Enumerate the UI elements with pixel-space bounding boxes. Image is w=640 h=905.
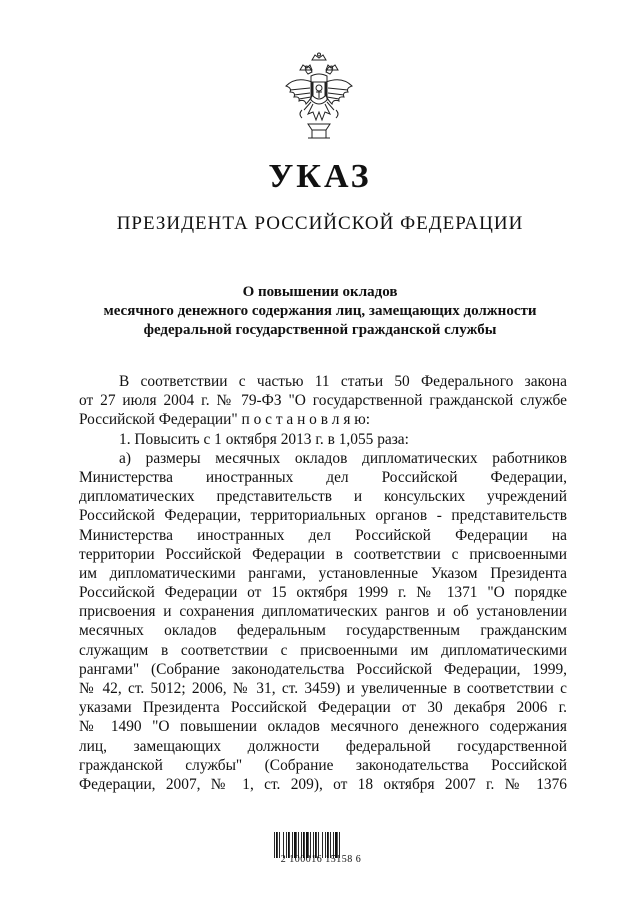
body-line: им дипломатическими рангами, установленные Указом Президента (79, 564, 567, 582)
body-line: месячных окладов федеральным государственным гражданским (79, 622, 567, 640)
coat-of-arms-icon (282, 52, 356, 142)
body-line: В соответствии с частью 11 статьи 50 Федерального закона (119, 373, 567, 390)
decree-body (79, 372, 567, 794)
body-line: Российской Федерации" п о с т а н о в л я ю: (79, 411, 371, 429)
body-line: а) размеры месячных окладов дипломатических работников (119, 449, 567, 467)
body-line: Министерства иностранных дел Российской Федерации, (79, 468, 567, 486)
heading-line: федеральной государственной гражданской службы (143, 322, 497, 338)
body-line: от 27 июля 2004 г. № 79-ФЗ "О государственной гражданской службе (79, 392, 567, 410)
barcode-number: 2 100016 15158 6 (280, 854, 362, 865)
body-line: 1. Повысить с 1 октября 2013 г. в 1,055 раза: (119, 430, 409, 448)
body-line: Российской Федерации, территориальных органов - представительств (79, 507, 567, 525)
body-line: Российской Федерации от 15 октября 1999 г. № 1371 "О порядке (79, 584, 567, 602)
body-line: гражданской службы" (Собрание законодательства Российской (79, 756, 567, 774)
body-line: № 42, ст. 5012; 2006, № 31, ст. 3459) и увеличенные в соответствии с (79, 680, 567, 697)
heading-line: О повышении окладов (242, 284, 398, 300)
document-title: УКАЗ (268, 158, 372, 195)
body-line: рангами" (Собрание законодательства Российской Федерации, 1999, (79, 660, 567, 678)
body-line: Федерации, 2007, № 1, ст. 209), от 18 октября 2007 г. № 1376 (79, 775, 567, 793)
document-subtitle: ПРЕЗИДЕНТА РОССИЙСКОЙ ФЕДЕРАЦИИ (116, 213, 524, 234)
heading-line: месячного денежного содержания лиц, замещающих должности (103, 303, 537, 319)
body-line: № 1490 "О повышении окладов месячного денежного содержания (79, 718, 567, 736)
body-line: лиц, замещающих должности федеральной государственной (79, 737, 567, 755)
body-line: дипломатических представительств и консульских учреждений (79, 488, 567, 506)
body-line: Министерства иностранных дел Российской Федерации на (79, 526, 567, 544)
body-line: территории Российской Федерации в соответствии с присвоенными (79, 545, 567, 563)
body-line: указами Президента Российской Федерации от 30 декабря 2006 г. (79, 699, 567, 717)
body-line: служащим в соответствии с присвоенными им дипломатическими (79, 641, 567, 659)
decree-heading (60, 283, 580, 340)
body-line: присвоения и сохранения дипломатических рангов и об установлении (79, 603, 567, 621)
